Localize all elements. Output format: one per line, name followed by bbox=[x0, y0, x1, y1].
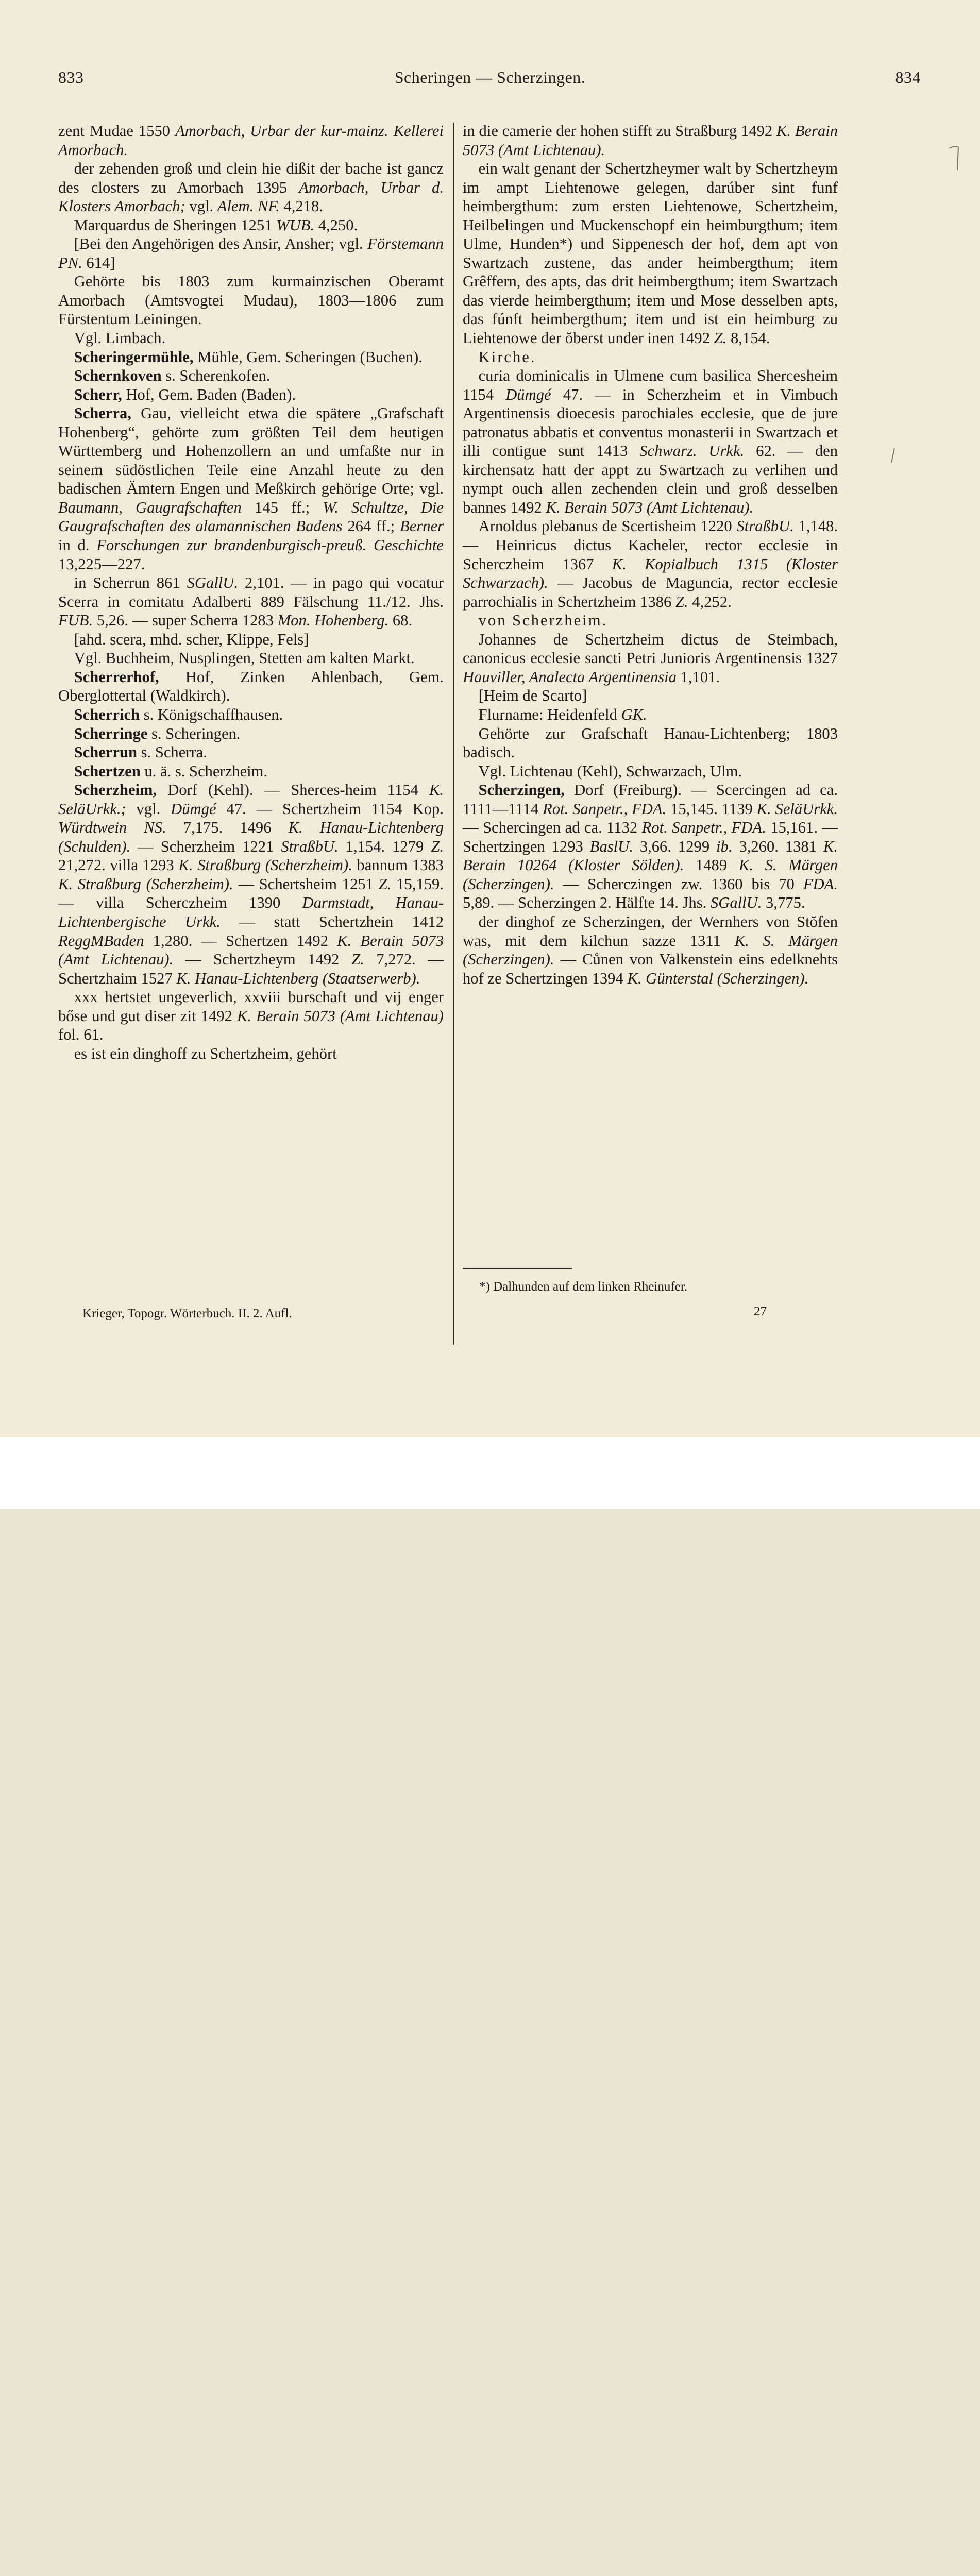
footer-bar bbox=[0, 1437, 980, 1509]
paragraph: Vgl. Limbach. bbox=[74, 329, 166, 347]
entry-scherrun: Scherrun s. Scherra. bbox=[74, 743, 207, 761]
paragraph: Vgl. Lichtenau (Kehl), Schwarzach, Ulm. bbox=[478, 762, 742, 780]
entry-scherrerhof: Scherrerhof, Hof, Zinken Ahlenbach, Gem. Oberglottertal (Waldkirch). bbox=[58, 668, 444, 705]
paragraph: xxx hertstet ungeverlich, xxviii burschaft und vij enger bőse und gut diser zit 1492 K. Berain 5073 (Amt Lichtenau) fol. 61. bbox=[58, 988, 444, 1044]
paragraph: der dinghof ze Scherzingen, der Wernhers von Stŏfen was, mit dem kilchun sazze 1311 K. S. Märgen (Scherzingen). — Cůnen von Valkenstein eins edelknehts hof ze Schertzingen 1394 K. Günterstal (Scherzingen). bbox=[463, 912, 838, 987]
footnote: *) Dalhunden auf dem linken Rheinufer. bbox=[479, 1280, 688, 1294]
entry-scherra: Scherra, Gau, vielleicht etwa die spätere „Grafschaft Hohenberg“, gehörte zum größten Teil dem heutigen Württemberg und Hohenzollern an und umfaßte nur in seinem südöstlichen Teile eine Anzahl heute zu den badischen Ämtern Engen und Meßkirch gehörige Orte; vgl. Baumann, Gaugrafschaften 145 ff.; W. Schultze, Die Gaugrafschaften des alamannischen Badens 264 ff.; Berner in d. Forschungen zur brandenburgisch-preuß. Geschichte 13,225—227. bbox=[58, 404, 444, 573]
paragraph: Johannes de Schertzheim dictus de Steimbach, canonicus ecclesie sancti Petri Junioris Argentinensis 1327 Hauviller, Analecta Argentinensia 1,101. bbox=[463, 630, 838, 686]
paragraph: Gehörte zur Grafschaft Hanau-Lichtenberg; 1803 badisch. bbox=[463, 724, 838, 761]
printer-signature: Krieger, Topogr. Wörterbuch. II. 2. Aufl. bbox=[82, 1307, 292, 1320]
page-number-left: 833 bbox=[58, 68, 84, 87]
paragraph: der zehenden groß und clein hie dißit der bache ist gancz des closters zu Amorbach 1395 Amorbach, Urbar d. Klosters Amorbach; vgl. Alem. NF. 4,218. bbox=[58, 160, 444, 215]
paragraph: [Bei den Angehörigen des Ansir, Ansher; vgl. Förstemann PN. 614] bbox=[58, 235, 444, 272]
paragraph: Marquardus de Sheringen 1251 WUB. 4,250. bbox=[74, 216, 358, 234]
paragraph: Gehörte bis 1803 zum kurmainzischen Oberamt Amorbach (Amtsvogtei Mudau), 1803—1806 zum Fürstentum Leiningen. bbox=[58, 273, 444, 328]
page-number-right: 834 bbox=[895, 68, 921, 87]
entry-scherr: Scherr, Hof, Gem. Baden (Baden). bbox=[74, 385, 296, 403]
entry-scherzheim: Scherzheim, Dorf (Kehl). — Sherces-heim 1154 K. SeläUrkk.; vgl. Dümgé 47. — Schertzheim 1154 Kop. Würdtwein NS. 7,175. 1496 K. Hanau-Lichtenberg (Schulden). — Scherzheim 1221 StraßbU. 1,154. 1279 Z. 21,272. villa 1293 K. Straßburg (Scherzheim). bannum 1383 K. Straßburg (Scherzheim). — Schertsheim 1251 Z. 15,159. — villa Scherczheim 1390 Darmstadt, Hanau-Lichtenbergische Urkk. — statt Schertzhein 1412 ReggMBaden 1,280. — Schertzen 1492 K. Berain 5073 (Amt Lichtenau). — Schertzheym 1492 Z. 7,272. — Schertzhaim 1527 K. Hanau-Lichtenberg (Staatserwerb). bbox=[58, 781, 444, 987]
entry-schernkoven: Schernkoven s. Scherenkofen. bbox=[74, 367, 271, 385]
paragraph: zent Mudae 1550 Amorbach, Urbar der kur-mainz. Kellerei Amorbach. bbox=[58, 122, 444, 159]
signature-number: 27 bbox=[754, 1304, 767, 1318]
right-column bbox=[463, 122, 838, 988]
entry-scherringe: Scherringe s. Scheringen. bbox=[74, 724, 241, 742]
column-divider bbox=[453, 123, 454, 1345]
entry-scheringermuehle: Scheringermühle, Mühle, Gem. Scheringen (Buchen). bbox=[74, 348, 423, 366]
section-heading-von-scherzheim: von Scherzheim. bbox=[478, 612, 608, 630]
left-column bbox=[58, 122, 444, 1063]
paragraph: in Scherrun 861 SGallU. 2,101. — in pago qui vocatur Scerra in comitatu Adalberti 889 Fälschung 11./12. Jhs. FUB. 5,26. — super Scherra 1283 Mon. Hohenberg. 68. bbox=[58, 574, 444, 630]
paragraph: [Heim de Scarto] bbox=[478, 687, 587, 705]
paragraph: es ist ein dinghoff zu Schertzheim, gehört bbox=[74, 1044, 337, 1062]
margin-pencil-mark bbox=[889, 447, 898, 465]
entry-schertzen: Schertzen u. ä. s. Scherzheim. bbox=[74, 762, 268, 780]
entry-scherrich: Scherrich s. Königschaffhausen. bbox=[74, 705, 283, 723]
paragraph: Flurname: Heidenfeld GK. bbox=[478, 705, 647, 723]
paragraph: in die camerie der hohen stifft zu Straßburg 1492 K. Berain 5073 (Amt Lichtenau). bbox=[463, 122, 838, 159]
paragraph: [ahd. scera, mhd. scher, Klippe, Fels] bbox=[74, 630, 309, 648]
entry-scherzingen: Scherzingen, Dorf (Freiburg). — Scercingen ad ca. 1111—1114 Rot. Sanpetr., FDA. 15,145. 1139 K. SeläUrkk. — Schercingen ad ca. 1132 Rot. Sanpetr., FDA. 15,161. — Schertzingen 1293 BaslU. 3,66. 1299 ib. 3,260. 1381 K. Berain 10264 (Kloster Sölden). 1489 K. S. Märgen (Scherzingen). — Scherczingen zw. 1360 bis 70 FDA. 5,89. — Scherzingen 2. Hälfte 14. Jhs. SGallU. 3,775. bbox=[463, 781, 838, 912]
running-title: Scheringen — Scherzingen. bbox=[394, 68, 586, 87]
paragraph: Vgl. Buchheim, Nusplingen, Stetten am kalten Markt. bbox=[74, 649, 415, 667]
paragraph: ein walt genant der Schertzheymer walt by Schertzheym im ampt Liehtenowe gelegen, darúber sint funf heimbergthum: zum ersten Liehtenowe, Schertzheim, Heilbelingen und Muckenschopf ein heimburgthum; item Ulme, Hunden*) und Sippenesch der hof, dem apt von Swartzach zustene, das ander heimbergthum; item Grêffern, des apts, das drit heimbergthum; item Swartzach das vierde heimbergthum; item und Mose desselben apts, das fúnft heimbergthum; item und ist ein heimburg zu Liehtenowe der ŏberst under inen 1492 Z. 8,154. bbox=[463, 160, 838, 347]
paragraph: curia dominicalis in Ulmene cum basilica Shercesheim 1154 Dümgé 47. — in Scherzheim et in Vimbuch Argentinensis dioecesis parochiales ecclesie, que de jure patronatus abbatis et conventus monasterii in Swartzach et illi contigue sunt 1413 Schwarz. Urkk. 62. — den kirchensatz hatt der appt zu Swartzach zu verlihen und nympt ouch allen zechenden clein und groß desselben bannes 1492 K. Berain 5073 (Amt Lichtenau). bbox=[463, 367, 838, 516]
footnote-rule bbox=[463, 1268, 572, 1269]
margin-pencil-mark bbox=[947, 144, 962, 175]
paragraph: Arnoldus plebanus de Scertisheim 1220 StraßbU. 1,148. — Heinricus dictus Kacheler, rector ecclesie in Scherczheim 1367 K. Kopialbuch 1315 (Kloster Schwarzach). — Jacobus de Maguncia, rector ecclesie parrochialis in Schertzheim 1386 Z. 4,252. bbox=[463, 517, 838, 611]
section-heading-kirche: Kirche. bbox=[478, 348, 536, 366]
